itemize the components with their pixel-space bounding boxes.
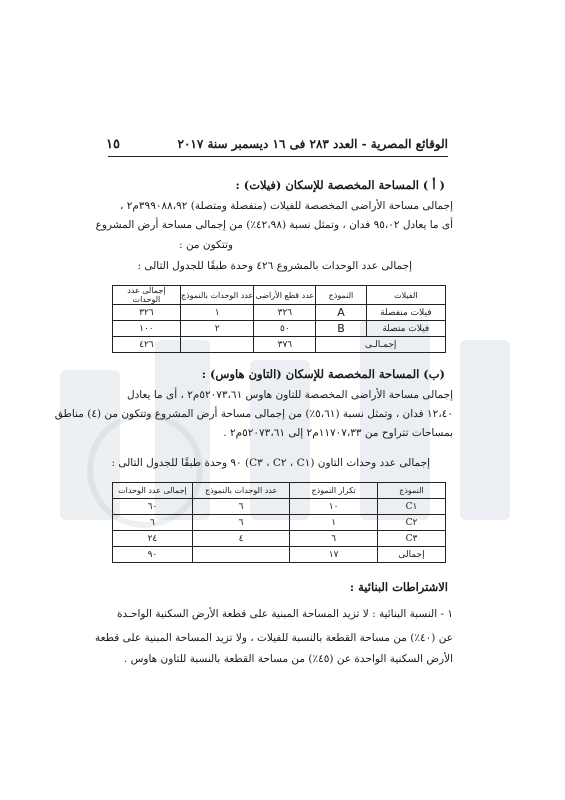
table-cell: ٦: [192, 515, 289, 531]
table-row: [113, 531, 446, 547]
table-cell: ١٠٠: [113, 321, 181, 337]
table-cell: A: [316, 305, 366, 321]
conditions-line-1: ١ - النسبة البنائية : لا تزيد المساحة المبنية على قطعة الأرض السكنية الواحـدة: [116, 608, 453, 620]
table-row: [113, 499, 446, 515]
table-cell: ٥٠: [254, 321, 316, 337]
table-cell: [192, 547, 289, 563]
section-a-line-1: إجمالى مساحة الأراضى المخصصة للفيلات (منفصلة ومتصلة) ٣٩٩٠٨٨،٩٢م٢ ،: [120, 200, 453, 212]
table-cell: ٢٤: [113, 531, 193, 547]
table-row: [113, 321, 446, 337]
table-header-cell: إجمالى عدد الوحدات: [113, 286, 181, 305]
table-header-row: [113, 286, 446, 305]
conditions-line-3: الأرض السكنية الواحدة عن (٤٥٪) من مساحة القطعة بالنسبة للتاون هاوس .: [123, 653, 453, 665]
table-header-cell: تكرار النموذج: [290, 483, 378, 499]
table-cell: ٤٢٦: [113, 337, 181, 353]
table-row: [113, 515, 446, 531]
table-total-row: [113, 337, 446, 353]
table-cell: ٦: [290, 531, 378, 547]
table-header-cell: النموذج: [377, 483, 445, 499]
section-a-line-2: أى ما يعادل ٩٥،٠٢ فدان ، وتمثل نسبة (٤٢،٩٨٪) من إجمالى مساحة أرض المشروع: [95, 219, 453, 231]
table-header-cell: الفيلات: [366, 286, 445, 305]
table-header-cell: عدد قطع الأراضى: [254, 286, 316, 305]
section-b-line-1: إجمالى مساحة الأراضى المخصصة للتاون هاوس ٥٢٠٧٣،٦١م٢ ، أى ما يعادل: [126, 389, 453, 401]
table-cell: فيلات متصلة: [366, 321, 445, 337]
table-cell: ٦: [113, 515, 193, 531]
table-cell: [180, 337, 254, 353]
section-b-line-2: ١٢،٤٠ فدان ، وتمثل نسبة (٥،٦١٪) من إجمالى مساحة أرض المشروع وتتكون من (٤) مناطق: [54, 408, 453, 420]
table-header-cell: إجمالى عدد الوحدات: [113, 483, 193, 499]
table-header-cell: عدد الوحدات بالنموذج: [192, 483, 289, 499]
table-total-label: إجمالى: [377, 547, 445, 563]
table-header-cell: النموذج: [316, 286, 366, 305]
townhouse-table: [112, 482, 446, 563]
page-number: ١٥: [106, 137, 120, 152]
header-divider: [108, 156, 448, 157]
table-cell: ٣٢٦: [113, 305, 181, 321]
table-header-cell: عدد الوحدات بالنموذج: [180, 286, 254, 305]
section-b-heading: (ب) المساحة المخصصة للإسكان (التاون هاوس) :: [201, 367, 445, 381]
section-a-heading: ( أ ) المساحة المخصصة للإسكان (فيلات) :: [235, 178, 445, 192]
table-cell: فيلات منفصلة: [366, 305, 445, 321]
table-cell: ١٠: [290, 499, 378, 515]
table-cell: C١: [377, 499, 445, 515]
section-a-table-intro: إجمالى عدد الوحدات بالمشروع ٤٢٦ وحدة طبقًا للجدول التالى :: [137, 260, 412, 272]
section-b-line-3: بمساحات تتراوح من ١١٧٠٧،٣٣م٢ إلى ٥٢٠٧٣،٦١م٢ .: [223, 427, 453, 439]
table-total-row: [113, 547, 446, 563]
table-cell: ٤: [192, 531, 289, 547]
villas-table: [112, 285, 446, 353]
table-row: [113, 305, 446, 321]
gazette-title: الوقائع المصرية - العدد ٢٨٣ فى ١٦ ديسمبر سنة ٢٠١٧: [177, 137, 448, 151]
section-b-table-intro: إجمالى عدد وحدات التاون (C١ ، C٢ ، C٣) ٩٠ وحدة طبقًا للجدول التالى :: [111, 457, 430, 469]
table-cell: ١٧: [290, 547, 378, 563]
conditions-line-2: عن (٤٠٪) من مساحة القطعة بالنسبة للفيلات ، ولا تزيد المساحة المبنية على قطعة: [94, 632, 453, 644]
table-cell: B: [316, 321, 366, 337]
table-total-label: إجمـالـى: [316, 337, 446, 353]
table-cell: ٣٢٦: [254, 305, 316, 321]
table-cell: ١: [180, 305, 254, 321]
page-header: [108, 137, 448, 155]
section-a-line-3: وتتكون من :: [179, 239, 233, 251]
conditions-heading: الاشتراطات البنائية :: [349, 580, 448, 594]
table-cell: ٣٧٦: [254, 337, 316, 353]
table-cell: ٢: [180, 321, 254, 337]
table-cell: ٦: [192, 499, 289, 515]
table-header-row: [113, 483, 446, 499]
table-cell: C٢: [377, 515, 445, 531]
table-cell: ٦٠: [113, 499, 193, 515]
table-cell: ٩٠: [113, 547, 193, 563]
table-cell: C٣: [377, 531, 445, 547]
table-cell: ١: [290, 515, 378, 531]
